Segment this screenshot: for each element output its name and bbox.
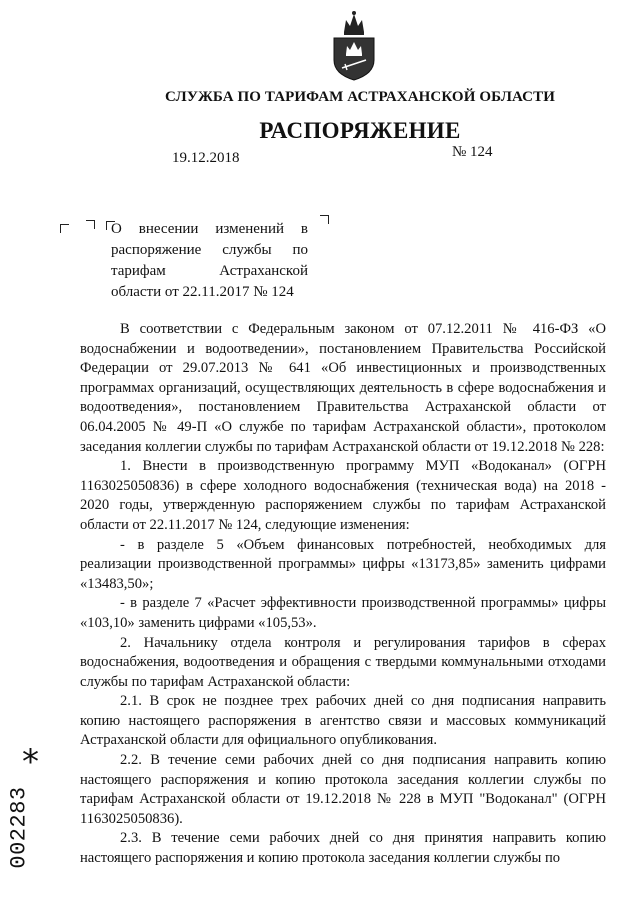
- body-paragraph: 2.3. В течение семи рабочих дней со дня принятия направить копию настоящего распоряжения и копию протокола заседания коллегии службы по: [80, 830, 606, 867]
- body-paragraph: В соответствии с Федеральным законом от 07.12.2011 № 416-ФЗ «О водоснабжении и водоотведении», постановлением Правительства Российской Федерации от 29.07.2013 № 641 «Об инвестиционных и производственных программах организаций, осуществляющих деятельность в сфере водоснабжения и водоотведения», постановлением Правительства Астраханской области от 06.04.2005 № 49-П «О службе по тарифам Астраханской области», протоколом заседания коллегии службы по тарифам Астраханской области от 19.12.2018 № 228:: [80, 321, 606, 455]
- body-paragraph: 2.1. В срок не позднее трех рабочих дней со дня подписания направить копию настоящего распоряжения в агентство связи и массовых коммуникаций Астраханской области для официального опубликования.: [80, 693, 606, 749]
- document-subject: О внесении изменений в распоряжение службы по тарифам Астраханской области от 22.11.2017 № 124: [111, 221, 308, 300]
- document-body: [80, 320, 606, 869]
- agency-title: СЛУЖБА ПО ТАРИФАМ АСТРАХАНСКОЙ ОБЛАСТИ: [165, 89, 555, 105]
- body-paragraph: 2. Начальнику отдела контроля и регулирования тарифов в сферах водоснабжения, водоотведения и обращения с твердыми коммунальными отходами службы по тарифам Астраханской области:: [80, 634, 606, 690]
- document-number: № 124: [452, 144, 493, 160]
- body-paragraph: 1. Внести в производственную программу МУП «Водоканал» (ОГРН 1163025050836) в сфере холодного водоснабжения (техническая вода) на 2018 - 2020 годы, утвержденную распоряжением службы по тарифам Астраханской области от 22.11.2017 № 124, следующие изменения:: [80, 458, 606, 533]
- margin-corner-mark: [86, 220, 95, 229]
- list-item: - в разделе 7 «Расчет эффективности производственной программы» цифры «103,10» заменить цифрами «105,53».: [80, 595, 606, 631]
- registration-stamp: [4, 742, 44, 875]
- registration-number: 002283: [6, 786, 32, 869]
- document-type: РАСПОРЯЖЕНИЕ: [259, 118, 461, 143]
- list-item: - в разделе 5 «Объем финансовых потребностей, необходимых для реализации производственной программы» цифры «13173,85» заменить цифрами «13483,50»;: [80, 536, 606, 592]
- margin-corner-mark: [320, 215, 329, 224]
- document-date: 19.12.2018: [172, 150, 240, 166]
- coat-of-arms-icon: [330, 8, 378, 82]
- body-paragraph: 2.2. В течение семи рабочих дней со дня подписания направить копию настоящего распоряжения и копию протокола заседания коллегии службы по тарифам Астраханской области от 19.12.2018 № 228 в МУП "Водоканал" (ОГРН 1163025050836).: [80, 752, 606, 827]
- asterisk-mark: *: [22, 742, 39, 782]
- margin-corner-mark: [60, 224, 69, 233]
